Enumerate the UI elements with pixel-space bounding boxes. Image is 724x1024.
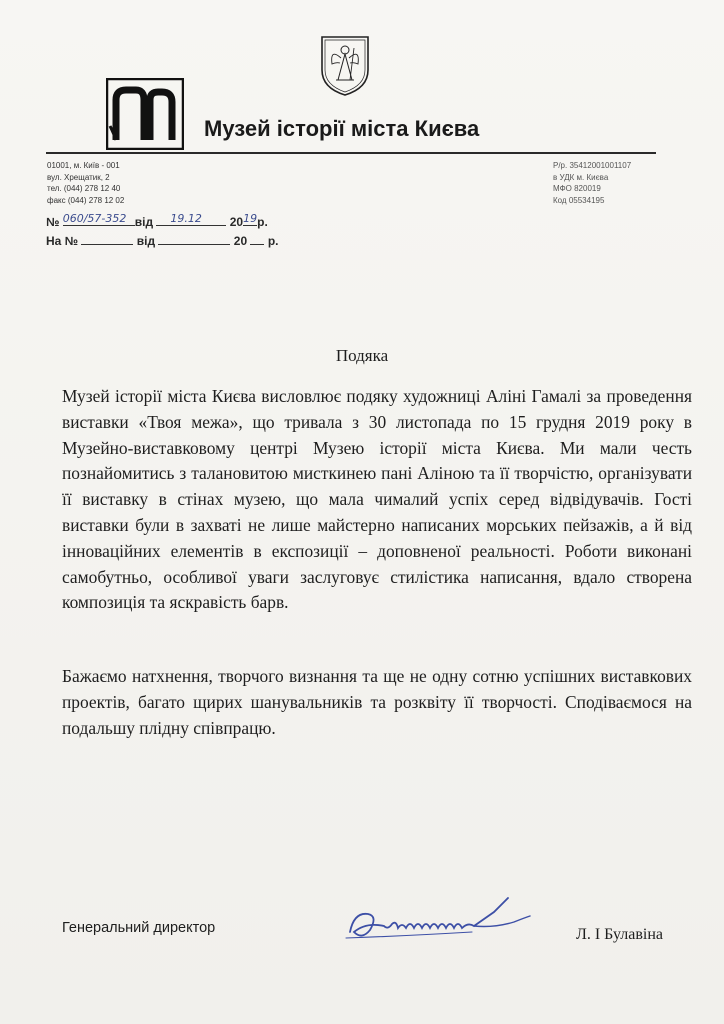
date-handwritten: 19.12: [170, 212, 202, 225]
incoming-number-line: [46, 232, 278, 248]
signatory-name: Л. І Булавіна: [576, 926, 664, 943]
from-label: від: [136, 234, 156, 248]
year-suffix: р.: [257, 215, 268, 229]
address-line: факс (044) 278 12 02: [47, 195, 125, 205]
header-divider: [46, 152, 656, 154]
year-handwritten: 19: [243, 212, 258, 225]
paragraph-text: Музей історії міста Києва висловлює подяку художниці Аліні Гамалі за проведення виставки «Твоя межа», що тривала з 30 листопада по 15 грудня 2019 року в Музейно-виставковому центрі Музею історії міста Києва. Ми мали честь познайомитись з талановитою мисткинею пані Аліною та її творчістю, організувати її виставку в стінах музею, що мала чималий успіх серед відвідувачів. Гості виставки були в захваті не лише майстерно написаних морських пейзажів, а й від інноваційних елементів в експозиції – доповненої реальності. Роботи виконані самобутньо, особливої уваги заслуговує стилістика написання, вдало створена композиція та яскравість барв.: [62, 386, 692, 613]
outgoing-number-field: [63, 213, 135, 226]
outgoing-number-handwritten: 060/57-352: [62, 212, 127, 225]
address-line: тел. (044) 278 12 40: [47, 184, 121, 193]
number-label: №: [46, 215, 60, 229]
bank-line: Код 05534195: [553, 195, 605, 205]
address-line: вул. Хрещатик, 2: [47, 172, 110, 182]
bank-line: Р/р. 35412001001107: [553, 161, 632, 170]
date-field: [156, 213, 226, 226]
museum-logo-icon: [106, 78, 184, 150]
letter-title: Подяка: [335, 346, 389, 365]
bank-details-block: [553, 160, 631, 206]
incoming-year-field: [250, 232, 264, 245]
address-block: [47, 160, 124, 206]
coat-of-arms-icon: [318, 34, 372, 98]
year-field: [243, 213, 257, 226]
year-suffix: р.: [267, 234, 279, 248]
reply-to-label: На №: [46, 234, 79, 248]
address-line: 01001, м. Київ - 001: [47, 161, 120, 170]
from-label: від: [134, 215, 154, 229]
year-prefix: 20: [229, 215, 244, 229]
bank-line: МФО 820019: [553, 184, 601, 193]
bank-line: в УДК м. Києва: [553, 172, 609, 182]
incoming-date-field: [158, 232, 230, 245]
letter-paragraph: [62, 384, 692, 616]
incoming-number-field: [81, 232, 133, 245]
letter-paragraph: [62, 664, 692, 741]
year-prefix: 20: [233, 234, 248, 248]
signatory-position: Генеральний директор: [62, 920, 216, 936]
museum-name: Музей історії міста Києва: [204, 116, 480, 141]
handwritten-signature: [344, 892, 534, 952]
paragraph-text: Бажаємо натхнення, творчого визнання та ще не одну сотню успішних виставкових проектів, багато щирих шанувальників та розквіту її творчості. Сподіваємося на подальшу плідну співпрацю.: [62, 666, 692, 738]
outgoing-number-line: [46, 213, 268, 229]
